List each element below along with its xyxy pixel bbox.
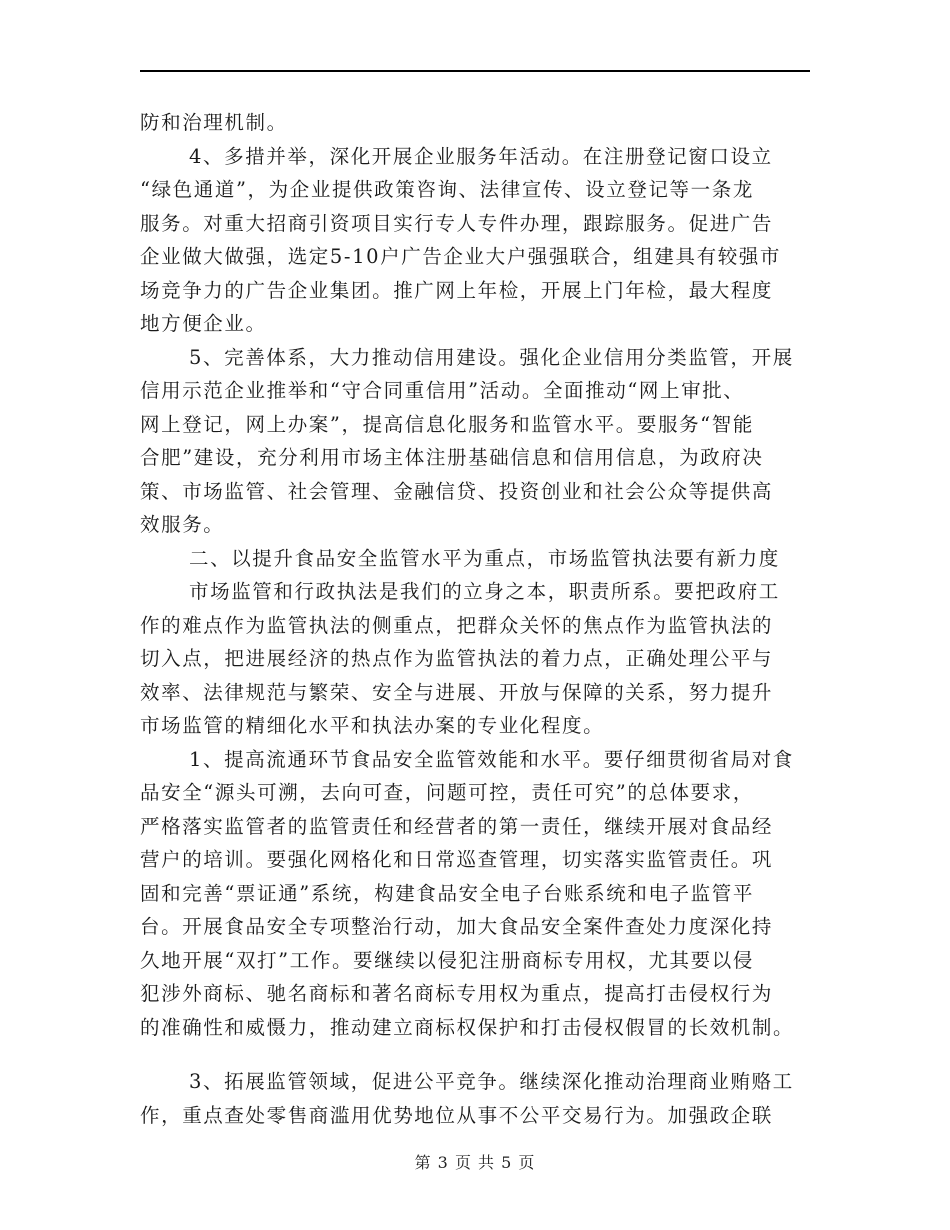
text-line: 市场监管的精细化水平和执法办案的专业化程度。 (140, 714, 605, 737)
text-line: 合肥”建设，充分利用市场主体注册基础信息和信用信息，为政府决 (140, 446, 764, 469)
text-line: 企业做大做强，选定5-10户广告企业大户强强联合，组建具有较强市 (140, 245, 782, 268)
text-line: 切入点，把进展经济的热点作为监管执法的着力点，正确处理公平与 (140, 647, 774, 670)
text-line: 服务。对重大招商引资项目实行专人专件办理，跟踪服务。促进广告 (140, 211, 774, 235)
text-line: 网上登记，网上办案”，提高信息化服务和监管水平。要服务“智能 (140, 412, 754, 436)
paragraph-gap (140, 1044, 810, 1065)
text-line: 犯涉外商标、驰名商标和著名商标专用权为重点，提高打击侵权行为 (140, 982, 774, 1005)
text-line: 效率、法律规范与繁荣、安全与进展、开放与保障的关系，努力提升 (140, 680, 774, 704)
text-line: 作，重点查处零售商滥用优势地位从事不公平交易行为。加强政企联 (140, 1103, 774, 1127)
header-rule (140, 70, 810, 72)
text-line: 品安全“源头可溯，去向可查，问题可控，责任可究”的总体要求， (140, 781, 754, 804)
text-line: 策、市场监管、社会管理、金融信贷、投资创业和社会公众等提供高 (140, 479, 774, 503)
text-line: 效服务。 (140, 513, 225, 536)
text-line: 5、完善体系，大力推动信用建设。强化企业信用分类监管，开展 (189, 345, 794, 369)
text-line: 久地开展“双打”工作。要继续以侵犯注册商标专用权，尤其要以侵 (140, 948, 754, 972)
text-line: 市场监管和行政执法是我们的立身之本，职责所系。要把政府工 (189, 580, 780, 603)
page-footer: 第 3 页 共 5 页 (414, 1153, 536, 1172)
text-line: 信用示范企业推举和“守合同重信用”活动。全面推动“网上审批、 (140, 379, 745, 402)
text-line: 的准确性和威慑力，推动建立商标权保护和打击侵权假冒的长效机制。 (140, 1015, 795, 1039)
text-line: 作的难点作为监管执法的侧重点，把群众关怀的焦点作为监管执法的 (140, 613, 774, 637)
text-line: 营户的培训。要强化网格化和日常巡查管理，切实落实监管责任。巩 (140, 848, 774, 871)
section-heading: 二、以提升食品安全监管水平为重点，市场监管执法要有新力度 (189, 546, 780, 570)
body-text (140, 106, 810, 1132)
text-line: 严格落实监管者的监管责任和经营者的第一责任，继续开展对食品经 (140, 814, 774, 838)
text-line: 防和治理机制。 (140, 111, 288, 134)
text-line: 地方便企业。 (140, 312, 267, 335)
text-line: 台。开展食品安全专项整治行动，加大食品安全案件查处力度深化持 (140, 915, 774, 938)
text-line: 1、提高流通环节食品安全监管效能和水平。要仔细贯彻省局对食 (189, 747, 794, 771)
text-line: 4、多措并举，深化开展企业服务年活动。在注册登记窗口设立 (189, 144, 773, 168)
text-line: 场竞争力的广告企业集团。推广网上年检，开展上门年检，最大程度 (140, 278, 774, 302)
text-line: 固和完善“票证通”系统，构建食品安全电子台账系统和电子监管平 (140, 881, 754, 905)
text-line: “绿色通道”，为企业提供政策咨询、法律宣传、设立登记等一条龙 (140, 178, 754, 201)
text-line: 3、拓展监管领域，促进公平竞争。继续深化推动治理商业贿赂工 (189, 1070, 794, 1093)
